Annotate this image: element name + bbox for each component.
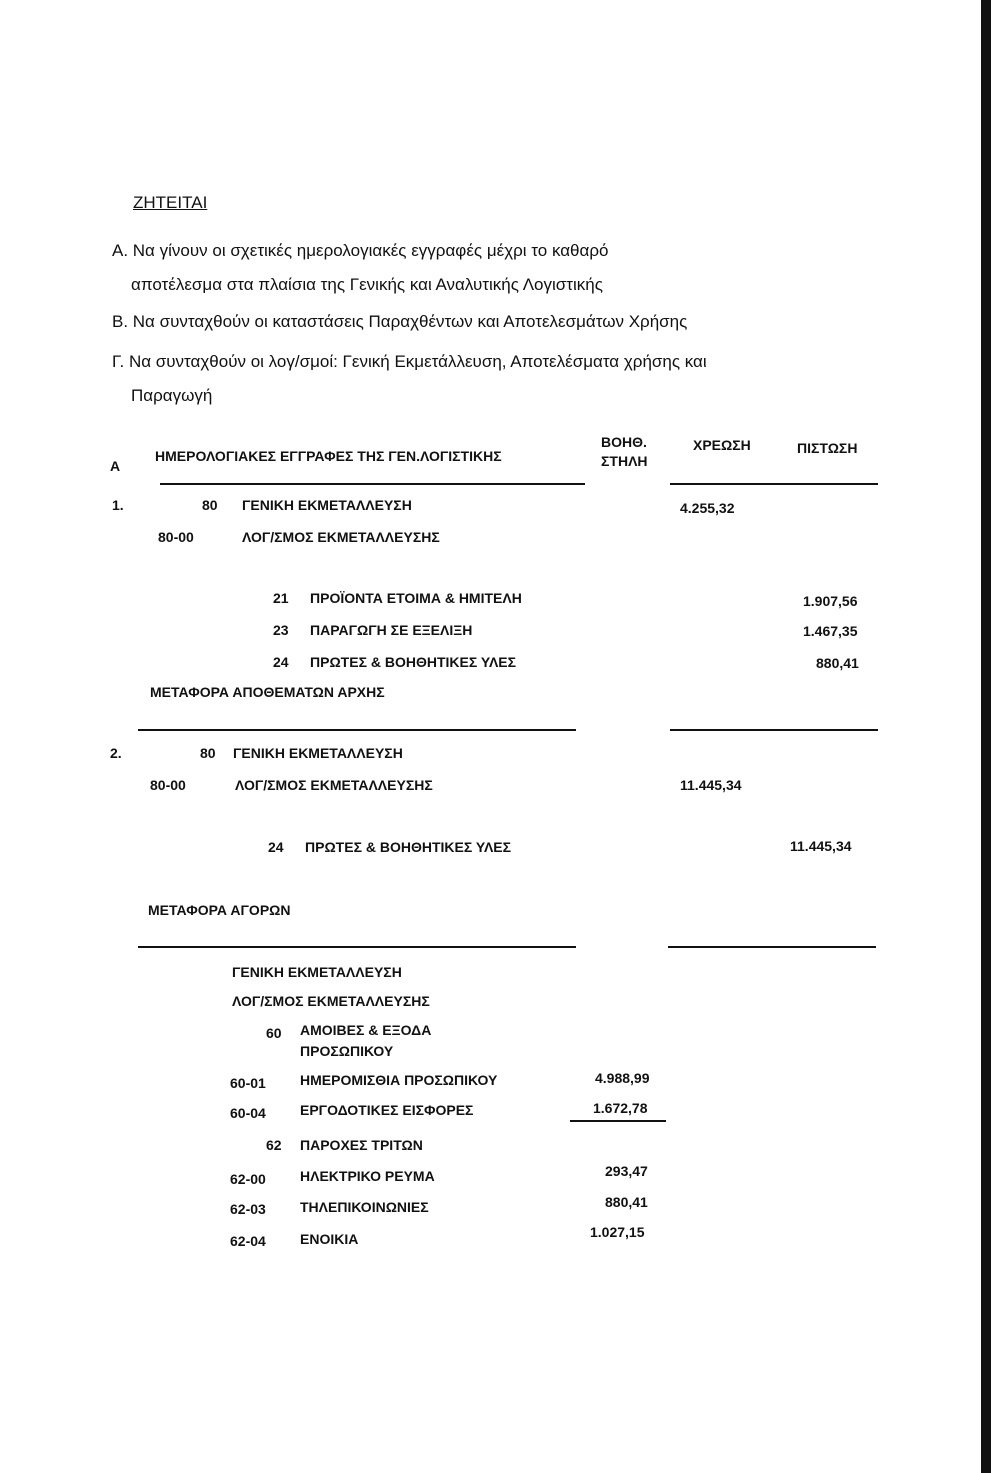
instruction-a-line2: αποτέλεσμα στα πλαίσια της Γενικής και Αναλυτικής Λογιστικής — [131, 275, 603, 294]
group-60-code: 60 — [266, 1025, 282, 1041]
expense-item-code: 62-04 — [230, 1233, 266, 1249]
section-label: Α — [110, 458, 121, 474]
expense-item-code: 62-03 — [230, 1201, 266, 1217]
instruction-c-line2: Παραγωγή — [131, 386, 213, 405]
expense-item-amount: 4.988,99 — [595, 1070, 650, 1086]
entry-1-number: 1. — [112, 497, 124, 513]
expense-item-amount: 880,41 — [605, 1194, 648, 1210]
entry-2-debit-amount: 11.445,34 — [680, 777, 742, 793]
expense-item-name: ΕΝΟΙΚΙΑ — [300, 1231, 359, 1247]
entry-2-sub-code: 80-00 — [150, 777, 186, 793]
entry-1-credit-amount: 1.907,56 — [803, 593, 858, 609]
entry-1-sub-name: ΛΟΓ/ΣΜΟΣ ΕΚΜΕΤΑΛΛΕΥΣΗΣ — [242, 529, 440, 545]
debit-column-header: ΧΡΕΩΣΗ — [693, 437, 751, 453]
entry-1-account-code: 80 — [202, 497, 218, 513]
entry-2-rule-right — [668, 946, 876, 948]
group-62-code: 62 — [266, 1137, 282, 1153]
expense-item-code: 60-01 — [230, 1075, 266, 1091]
entry-2-credit-amount: 11.445,34 — [790, 838, 852, 854]
entry-2-account-name: ΓΕΝΙΚΗ ΕΚΜΕΤΑΛΛΕΥΣΗ — [233, 745, 403, 761]
group-60-name-line1: ΑΜΟΙΒΕΣ & ΕΞΟΔΑ — [300, 1022, 432, 1038]
entry-1-debit-amount: 4.255,32 — [680, 500, 735, 516]
entry-2-rule-left — [138, 946, 576, 948]
aux-column-header-2: ΣΤΗΛΗ — [601, 453, 648, 469]
entry-1-rule-left — [138, 729, 576, 731]
entry-1-credit-code: 23 — [273, 622, 289, 638]
entry-1-credit-name: ΠΡΩΤΕΣ & ΒΟΗΘΗΤΙΚΕΣ ΥΛΕΣ — [310, 654, 517, 670]
instruction-c-line1: Γ. Να συνταχθούν οι λογ/σμοί: Γενική Εκμετάλλευση, Αποτελέσματα χρήσης και — [112, 352, 707, 371]
expense-item-code: 62-00 — [230, 1171, 266, 1187]
scan-edge-border — [981, 0, 991, 1473]
expense-item-name: ΗΜΕΡΟΜΙΣΘΙΑ ΠΡΟΣΩΠΙΚΟΥ — [300, 1072, 498, 1088]
entry-1-credit-name: ΠΑΡΑΓΩΓΗ ΣΕ ΕΞΕΛΙΞΗ — [310, 622, 473, 638]
entry-3-sub-name: ΛΟΓ/ΣΜΟΣ ΕΚΜΕΤΑΛΛΕΥΣΗΣ — [232, 993, 430, 1009]
expense-item-name: ΤΗΛΕΠΙΚΟΙΝΩΝΙΕΣ — [300, 1199, 429, 1215]
group-62-name: ΠΑΡΟΧΕΣ ΤΡΙΤΩΝ — [300, 1137, 423, 1153]
entry-2-narration: ΜΕΤΑΦΟΡΑ ΑΓΟΡΩΝ — [148, 902, 291, 918]
expense-item-name: ΗΛΕΚΤΡΙΚΟ ΡΕΥΜΑ — [300, 1168, 435, 1184]
entry-1-credit-amount: 880,41 — [816, 655, 859, 671]
entry-2-sub-name: ΛΟΓ/ΣΜΟΣ ΕΚΜΕΤΑΛΛΕΥΣΗΣ — [235, 777, 433, 793]
entry-1-credit-code: 24 — [273, 654, 289, 670]
table-title: ΗΜΕΡΟΛΟΓΙΑΚΕΣ ΕΓΓΡΑΦΕΣ ΤΗΣ ΓΕΝ.ΛΟΓΙΣΤΙΚΗΣ — [155, 448, 502, 464]
entry-2-credit-code: 24 — [268, 839, 284, 855]
expense-item-amount: 1.027,15 — [590, 1224, 645, 1240]
instruction-a-line1: Α. Να γίνουν οι σχετικές ημερολογιακές εγγραφές μέχρι το καθαρό — [112, 241, 609, 260]
expense-item-code: 60-04 — [230, 1105, 266, 1121]
entry-3-account-name: ΓΕΝΙΚΗ ΕΚΜΕΤΑΛΛΕΥΣΗ — [232, 964, 402, 980]
aux-column-header-1: ΒΟΗΘ. — [601, 434, 647, 450]
credit-column-header: ΠΙΣΤΩΣΗ — [797, 440, 858, 456]
entry-1-rule-right — [670, 729, 878, 731]
header-rule-right — [670, 483, 878, 485]
entry-2-credit-name: ΠΡΩΤΕΣ & ΒΟΗΘΗΤΙΚΕΣ ΥΛΕΣ — [305, 839, 512, 855]
entry-1-narration: ΜΕΤΑΦΟΡΑ ΑΠΟΘΕΜΑΤΩΝ ΑΡΧΗΣ — [150, 684, 385, 700]
entry-2-account-code: 80 — [200, 745, 216, 761]
entry-1-account-name: ΓΕΝΙΚΗ ΕΚΜΕΤΑΛΛΕΥΣΗ — [242, 497, 412, 513]
subtotal-rule — [570, 1120, 666, 1122]
entry-2-number: 2. — [110, 745, 122, 761]
instruction-b: Β. Να συνταχθούν οι καταστάσεις Παραχθέντων και Αποτελεσμάτων Χρήσης — [112, 312, 688, 331]
expense-item-amount: 1.672,78 — [593, 1100, 648, 1116]
entry-1-credit-amount: 1.467,35 — [803, 623, 858, 639]
expense-item-name: ΕΡΓΟΔΟΤΙΚΕΣ ΕΙΣΦΟΡΕΣ — [300, 1102, 474, 1118]
header-rule-left — [160, 483, 585, 485]
entry-1-sub-code: 80-00 — [158, 529, 194, 545]
group-60-name-line2: ΠΡΟΣΩΠΙΚΟΥ — [300, 1043, 394, 1059]
expense-item-amount: 293,47 — [605, 1163, 648, 1179]
page-heading: ΖΗΤΕΙΤΑΙ — [133, 193, 208, 212]
entry-1-credit-code: 21 — [273, 590, 289, 606]
entry-1-credit-name: ΠΡΟΪΟΝΤΑ ΕΤΟΙΜΑ & ΗΜΙΤΕΛΗ — [310, 590, 522, 606]
